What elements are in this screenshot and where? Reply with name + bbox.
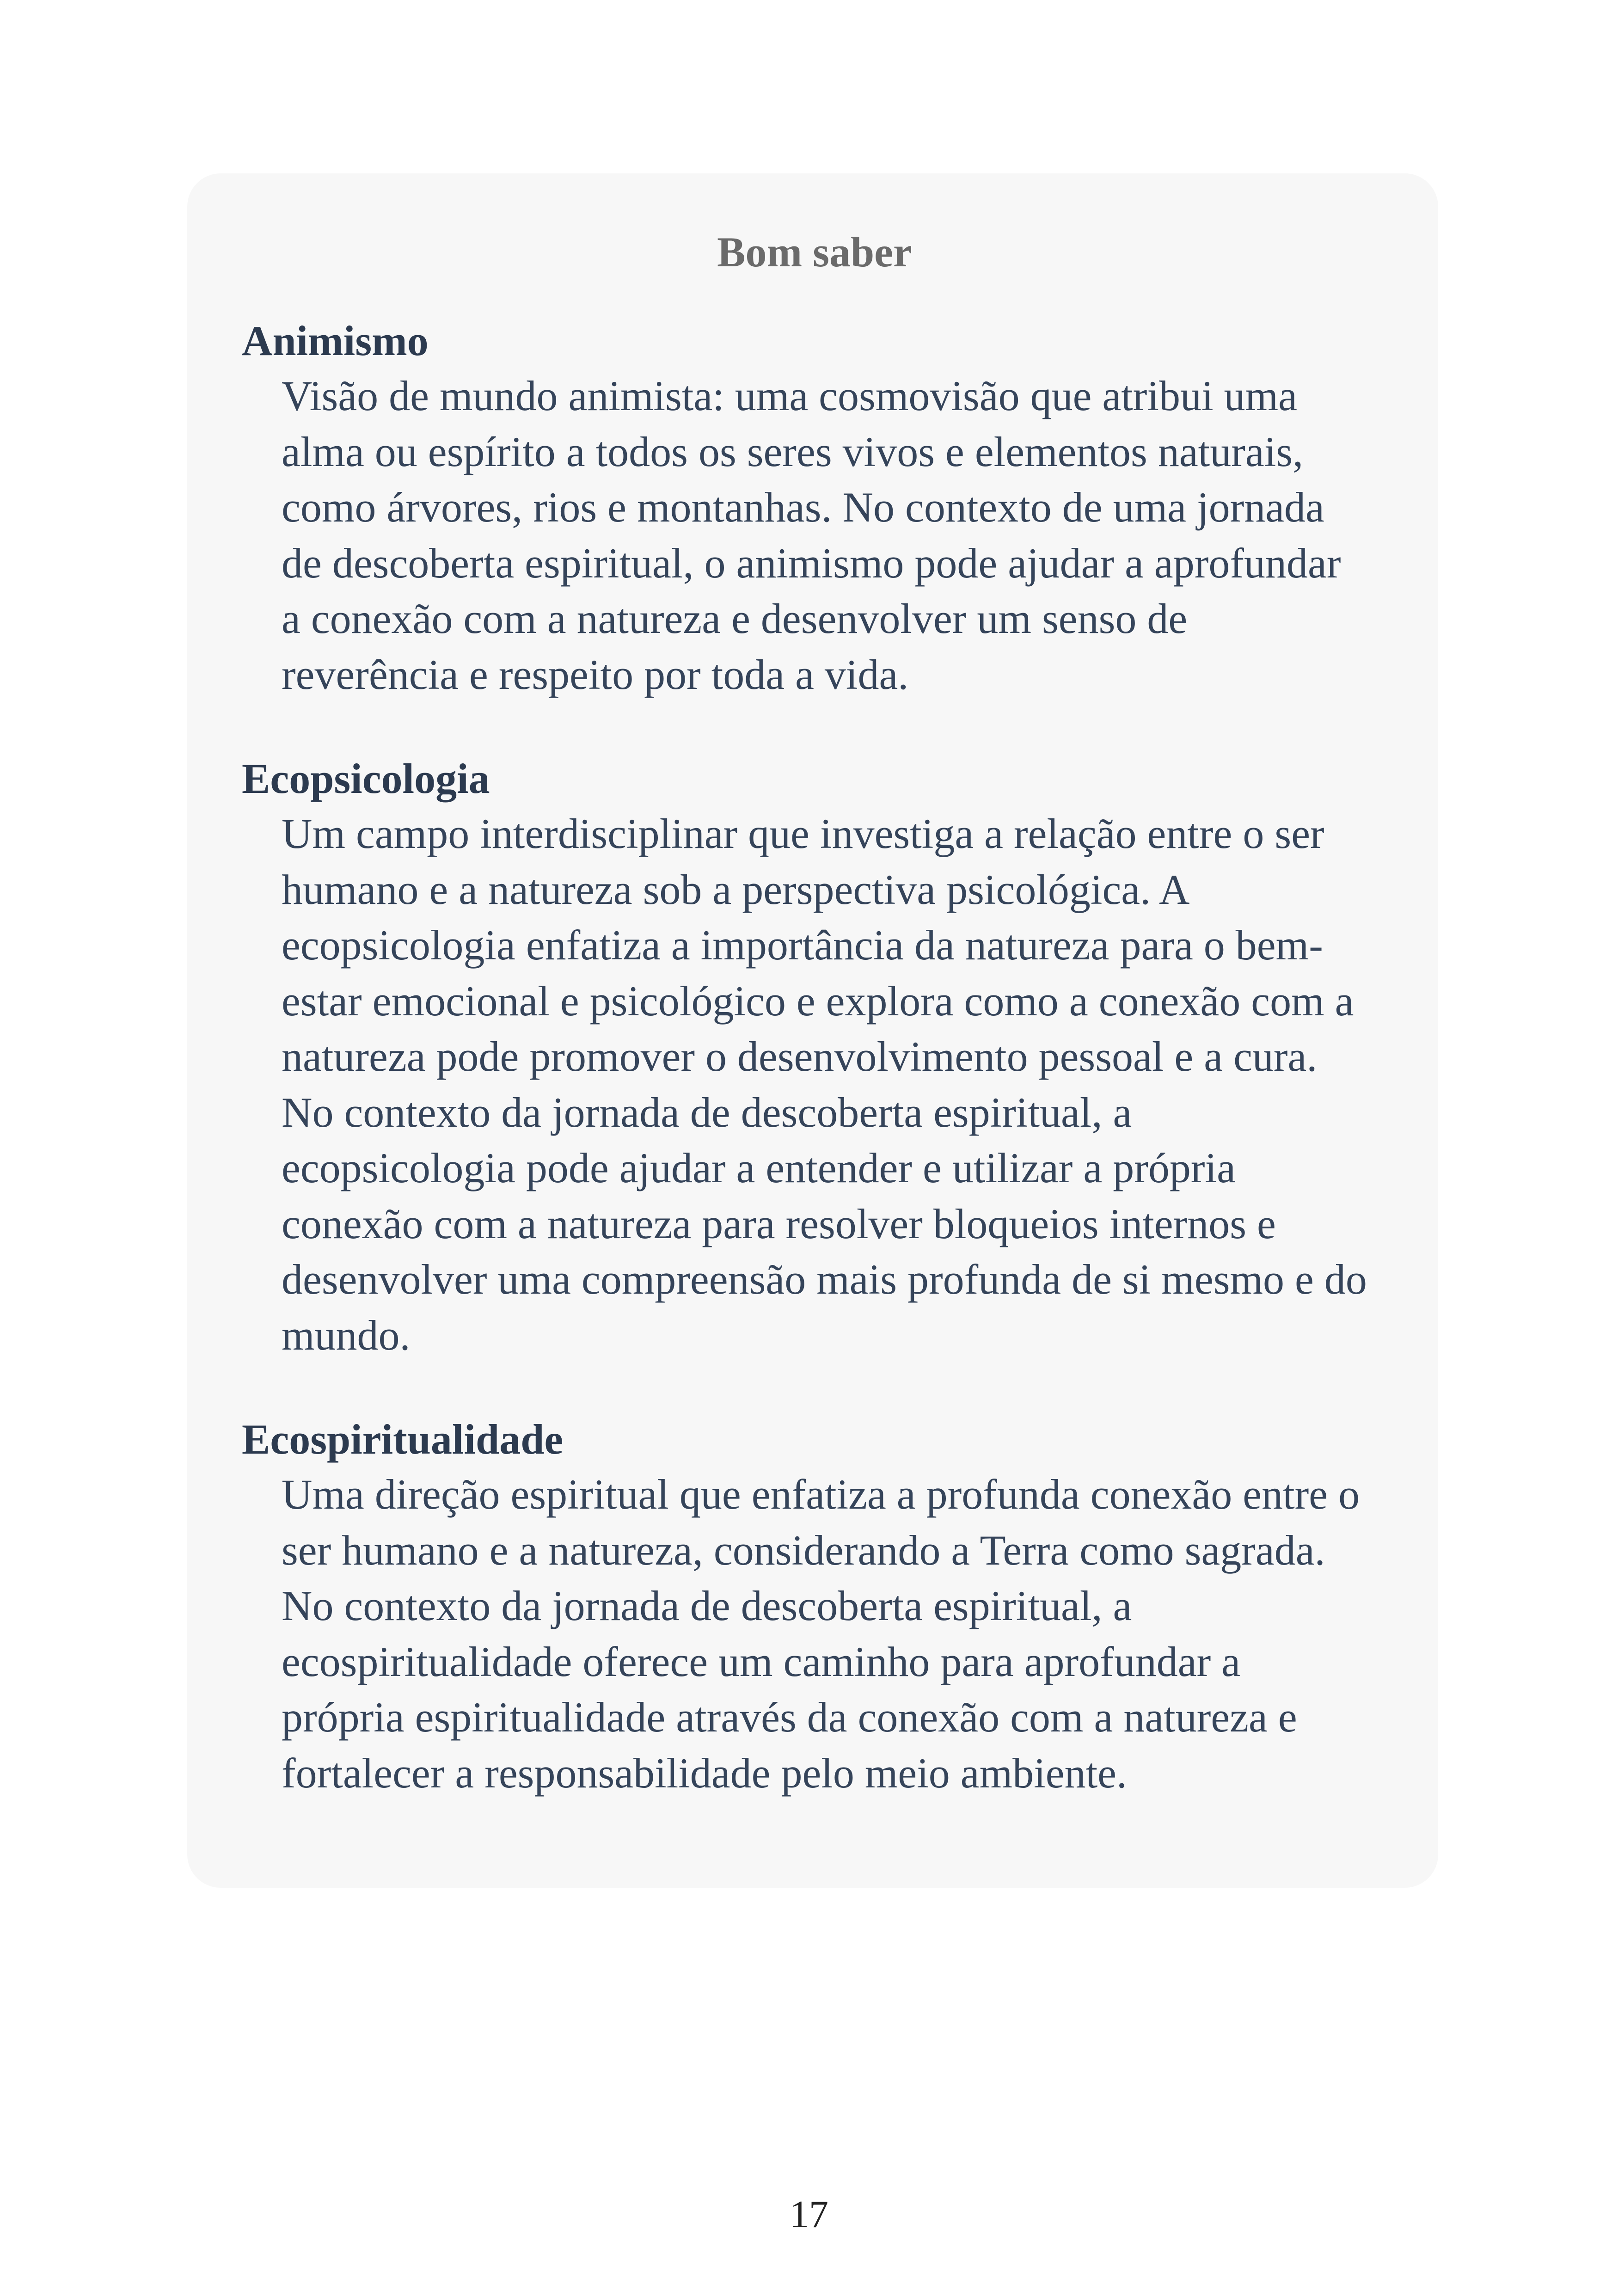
- term-definition: [282, 368, 1387, 702]
- info-box: [187, 173, 1438, 1888]
- definition-line: ecospiritualidade oferece um caminho para aprofundar a: [282, 1638, 1241, 1685]
- definition-line: fortalecer a responsabilidade pelo meio ambiente.: [282, 1749, 1127, 1797]
- definition-line: própria espiritualidade através da conexão com a natureza e: [282, 1694, 1297, 1741]
- definition-line: mundo.: [282, 1311, 411, 1359]
- definition-line: reverência e respeito por toda a vida.: [282, 651, 909, 698]
- definition-line: ecopsicologia enfatiza a importância da natureza para o bem-: [282, 921, 1323, 969]
- definition-line: Uma direção espiritual que enfatiza a profunda conexão entre o: [282, 1471, 1360, 1518]
- definition-line: natureza pode promover o desenvolvimento pessoal e a cura.: [282, 1033, 1318, 1080]
- definition-line: estar emocional e psicológico e explora como a conexão com a: [282, 977, 1354, 1025]
- definition-line: alma ou espírito a todos os seres vivos e elementos naturais,: [282, 428, 1304, 475]
- definition-line: ser humano e a natureza, considerando a Terra como sagrada.: [282, 1526, 1325, 1574]
- definition-line: Um campo interdisciplinar que investiga a relação entre o ser: [282, 810, 1324, 857]
- glossary-entry-ecospiritualidade: [242, 1414, 1387, 1801]
- definition-line: de descoberta espiritual, o animismo pode ajudar a aprofundar: [282, 539, 1341, 587]
- definition-line: No contexto da jornada de descoberta espiritual, a: [282, 1088, 1132, 1136]
- definition-line: desenvolver uma compreensão mais profunda de si mesmo e do: [282, 1256, 1367, 1303]
- definition-line: conexão com a natureza para resolver bloqueios internos e: [282, 1200, 1276, 1247]
- definition-line: Visão de mundo animista: uma cosmovisão que atribui uma: [282, 372, 1297, 419]
- page-number: 17: [790, 2193, 828, 2236]
- definition-line: No contexto da jornada de descoberta espiritual, a: [282, 1582, 1132, 1629]
- term-heading: Ecopsicologia: [242, 755, 490, 802]
- term-heading: Animismo: [242, 317, 429, 364]
- term-definition: [282, 1467, 1387, 1801]
- definition-line: a conexão com a natureza e desenvolver um senso de: [282, 595, 1188, 642]
- definition-line: humano e a natureza sob a perspectiva psicológica. A: [282, 866, 1190, 913]
- definition-line: ecopsicologia pode ajudar a entender e utilizar a própria: [282, 1144, 1236, 1191]
- term-heading: Ecospiritualidade: [242, 1416, 564, 1463]
- box-title: Bom saber: [717, 228, 912, 276]
- term-definition: [282, 806, 1387, 1363]
- glossary-entry-animismo: [242, 315, 1387, 702]
- definition-line: como árvores, rios e montanhas. No contexto de uma jornada: [282, 484, 1324, 531]
- glossary-entry-ecopsicologia: [242, 753, 1387, 1363]
